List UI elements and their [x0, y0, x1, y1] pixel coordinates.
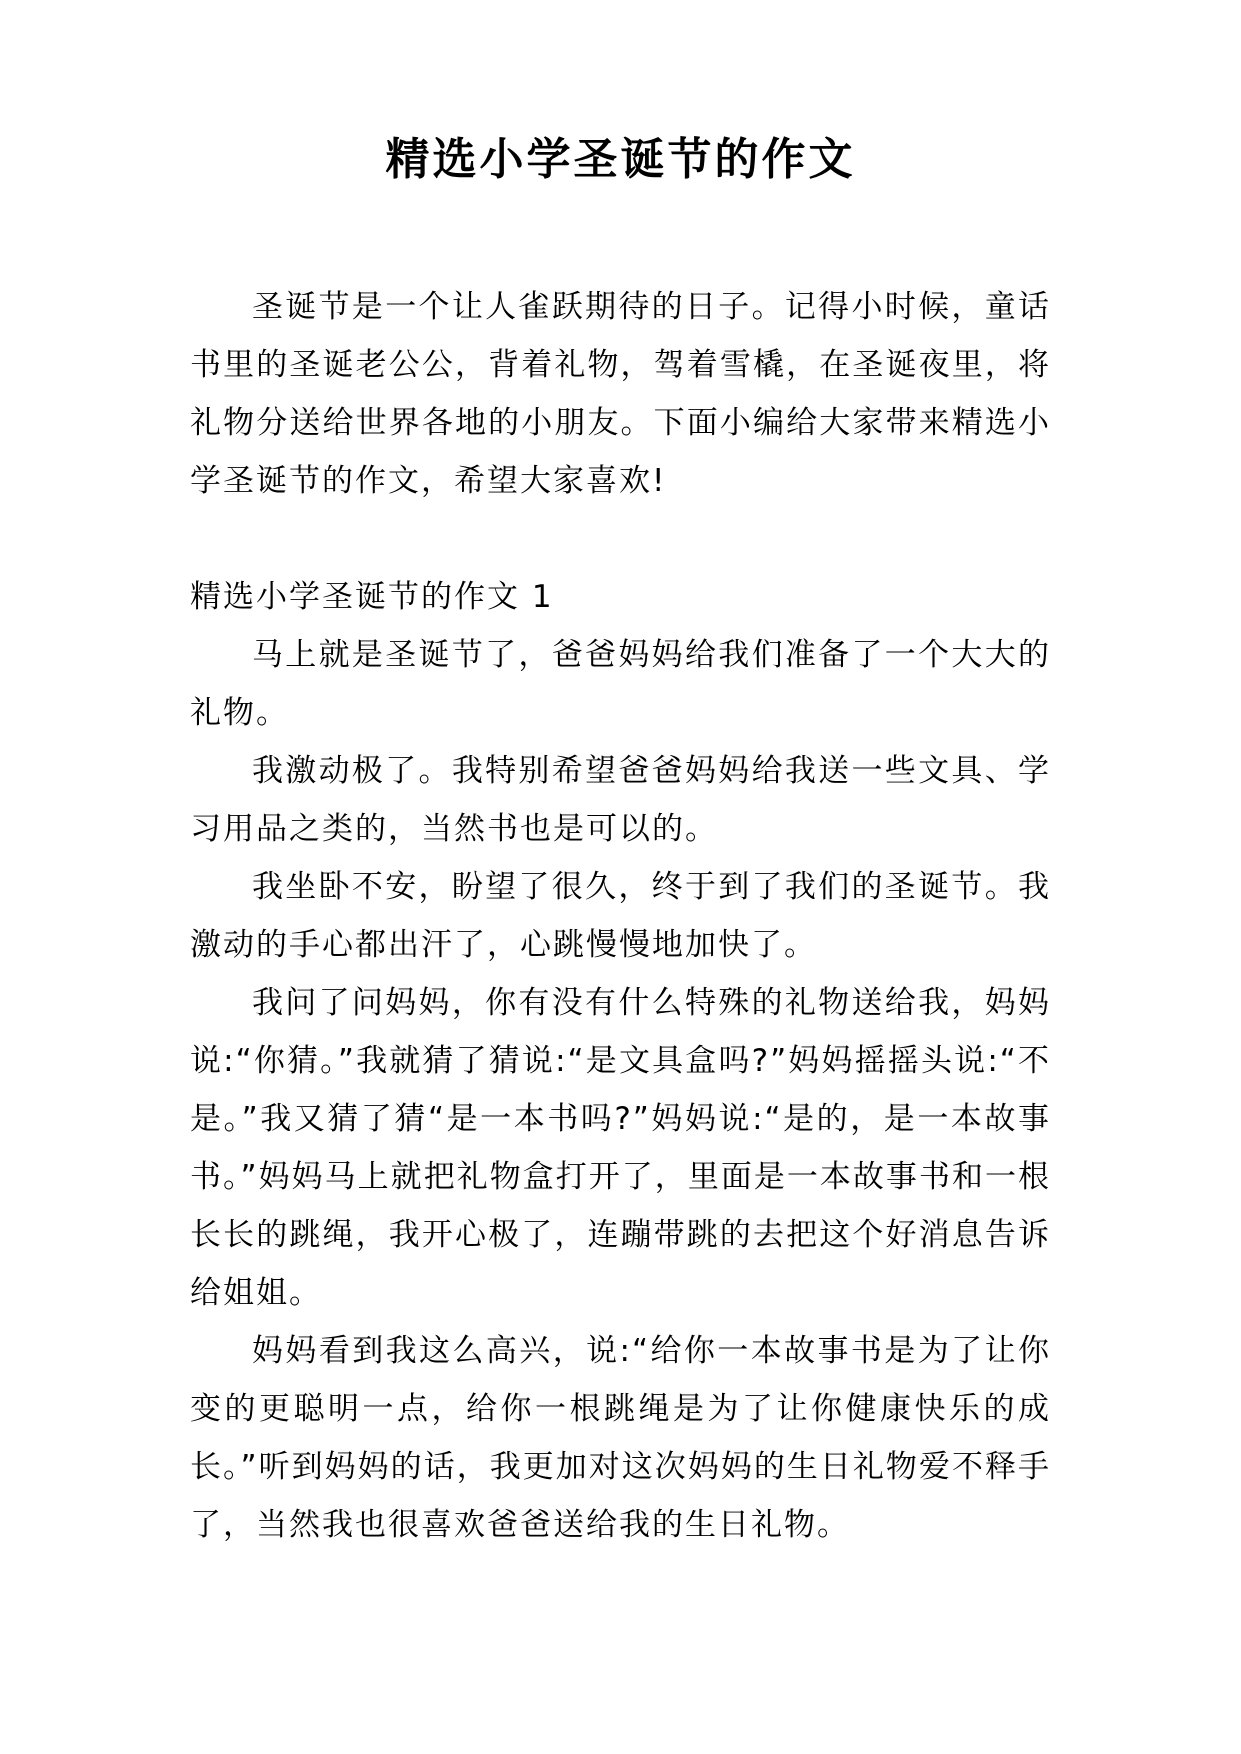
body-paragraph: 马上就是圣诞节了，爸爸妈妈给我们准备了一个大大的礼物。 — [190, 637, 1051, 731]
body-paragraph: 我问了问妈妈，你有没有什么特殊的礼物送给我，妈妈说:“你猜。”我就猜了猜说:“是文具盒吗?”妈妈摇摇头说:“不是。”我又猜了猜“是一本书吗?”妈妈说:“是的，是一本故事书。”妈妈马上就把礼物盒打开了，里面是一本故事书和一根长长的跳绳，我开心极了，连蹦带跳的去把这个好消息告诉给姐姐。 — [190, 985, 1051, 1311]
body-paragraph: 我激动极了。我特别希望爸爸妈妈给我送一些文具、学习用品之类的，当然书也是可以的。 — [190, 753, 1051, 847]
body-paragraph: 我坐卧不安，盼望了很久，终于到了我们的圣诞节。我激动的手心都出汗了，心跳慢慢地加快了。 — [190, 869, 1051, 963]
document-title: 精选小学圣诞节的作文 — [385, 134, 856, 185]
intro-paragraph: 圣诞节是一个让人雀跃期待的日子。记得小时候，童话书里的圣诞老公公，背着礼物，驾着雪橇，在圣诞夜里，将礼物分送给世界各地的小朋友。下面小编给大家带来精选小学圣诞节的作文，希望大家喜欢! — [190, 289, 1051, 499]
section-heading: 精选小学圣诞节的作文 1 — [190, 579, 554, 615]
document-body — [190, 278, 1051, 1554]
body-paragraph: 妈妈看到我这么高兴，说:“给你一本故事书是为了让你变的更聪明一点，给你一根跳绳是为了让你健康快乐的成长。”听到妈妈的话，我更加对这次妈妈的生日礼物爱不释手了，当然我也很喜欢爸爸送给我的生日礼物。 — [190, 1333, 1051, 1543]
